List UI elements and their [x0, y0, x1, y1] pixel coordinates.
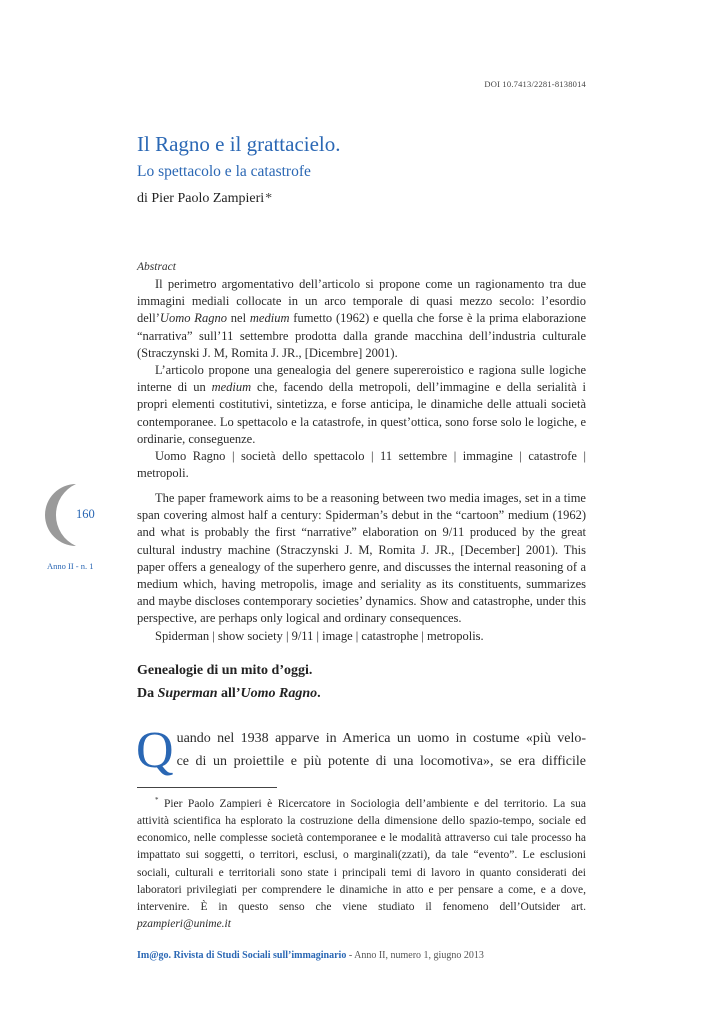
issue-info: - Anno II, numero 1, giugno 2013 [346, 950, 484, 961]
section-heading [137, 659, 321, 705]
article-title: Il Ragno e il grattacielo. [137, 132, 341, 156]
section-heading-line-2: Da Superman all’Uomo Ragno. [137, 686, 321, 701]
abstract-it-paragraph-1: Il perimetro argomentativo dell’articolo si propone come un ragionamento tra due immagini mediali collocate in un arco temporale di quasi mezzo secolo: l’esordio dell’Uomo Ragno nel medium fumetto (1962) e quella che forse è la prima elaborazione “narrativa” sull’11 settembre prodotta dalla grande macchina dell’industria culturale (Straczynski J. M, Romita J. JR., [Dicembre] 2001). [137, 277, 586, 360]
page-number: 160 [76, 507, 95, 521]
drop-cap: Q [136, 722, 174, 779]
abstract-english [137, 490, 586, 645]
footnote: * Pier Paolo Zampieri è Ricercatore in Sociologia dell’ambiente e del territorio. La sua attività scientifica ha esplorato la costruzione della dimensione dello spazio-tempo, sociale ed economico, nelle complesse società contemporanee e le modalità attraverso cui tale processo ha impattato sui soggetti, o territori, esclusi, o marginali(zzati), da tale “evento”. Le esclusioni sociali, culturali e territoriali sono state i principali temi di lavoro in quanto considerati dei laboratori privilegiati per comprendere le dinamiche in atto e per pensare a come, e a dove, intervenire. È in questo senso che viene studiato il fenomeno dell’Outsider art. pzampieri@unime.it [137, 796, 586, 931]
doi: DOI 10.7413/2281-8138014 [484, 79, 586, 89]
volume-note: Anno II - n. 1 [47, 561, 94, 571]
footnote-mark[interactable]: * [265, 191, 273, 206]
body-line-2: ce di un proiettile e più potente di una locomotiva», se era difficile [176, 754, 586, 769]
abstract-it-keywords: Uomo Ragno | società dello spettacolo | 11 settembre | immagine | catastrofe | metropoli. [137, 449, 586, 481]
article-subtitle: Lo spettacolo e la catastrofe [137, 163, 311, 180]
author-name: di Pier Paolo Zampieri [137, 191, 265, 206]
footnote-marker: * [155, 796, 159, 804]
abstract-label: Abstract [137, 261, 176, 273]
abstract-it-paragraph-2: L’articolo propone una genealogia del genere supereroistico e ragiona sulle logiche interne di un medium che, facendo della metropoli, dell’immagine e della serialità i propri elementi costitutivi, sintetizza, e forse anticipa, le dinamiche delle attuali società contemporanee. Lo spettacolo e la catastrofe, in quest’ottica, sono forse solo le logiche, e ordinarie, conseguenze. [137, 363, 586, 446]
body-line-1: uando nel 1938 apparve in America un uomo in costume «più velo- [176, 731, 586, 746]
abstract-en-keywords: Spiderman | show society | 9/11 | image | catastrophe | metropolis. [155, 628, 484, 643]
running-footer [137, 950, 484, 961]
abstract-italian [137, 276, 586, 482]
footnote-divider [137, 787, 277, 788]
abstract-en-paragraph: The paper framework aims to be a reasoning between two media images, set in a time span covering almost half a century: Spiderman’s debut in the “cartoon” medium (1962) and what is probably the first “narrative” elaboration on 9/11 produced by the great cultural industry machine (Straczynski J. M, Romita J. JR., [December] 2001). This paper offers a genealogy of the superhero genre, and discusses the internal reasoning of a medium which, having metropolis, image and seriality as its constituents, summarizes and maybe discloses contemporary societies’ dynamics. Show and catastrophe, under this perspective, are perhaps only logical and ordinary consequences. [137, 491, 586, 626]
section-heading-line-1: Genealogie di un mito d’oggi. [137, 663, 313, 678]
body-text [136, 722, 586, 779]
byline [137, 191, 272, 207]
journal-name: Im@go. Rivista di Studi Sociali sull’immaginario [137, 950, 347, 961]
author-email-link[interactable]: pzampieri@unime.it [137, 918, 231, 931]
